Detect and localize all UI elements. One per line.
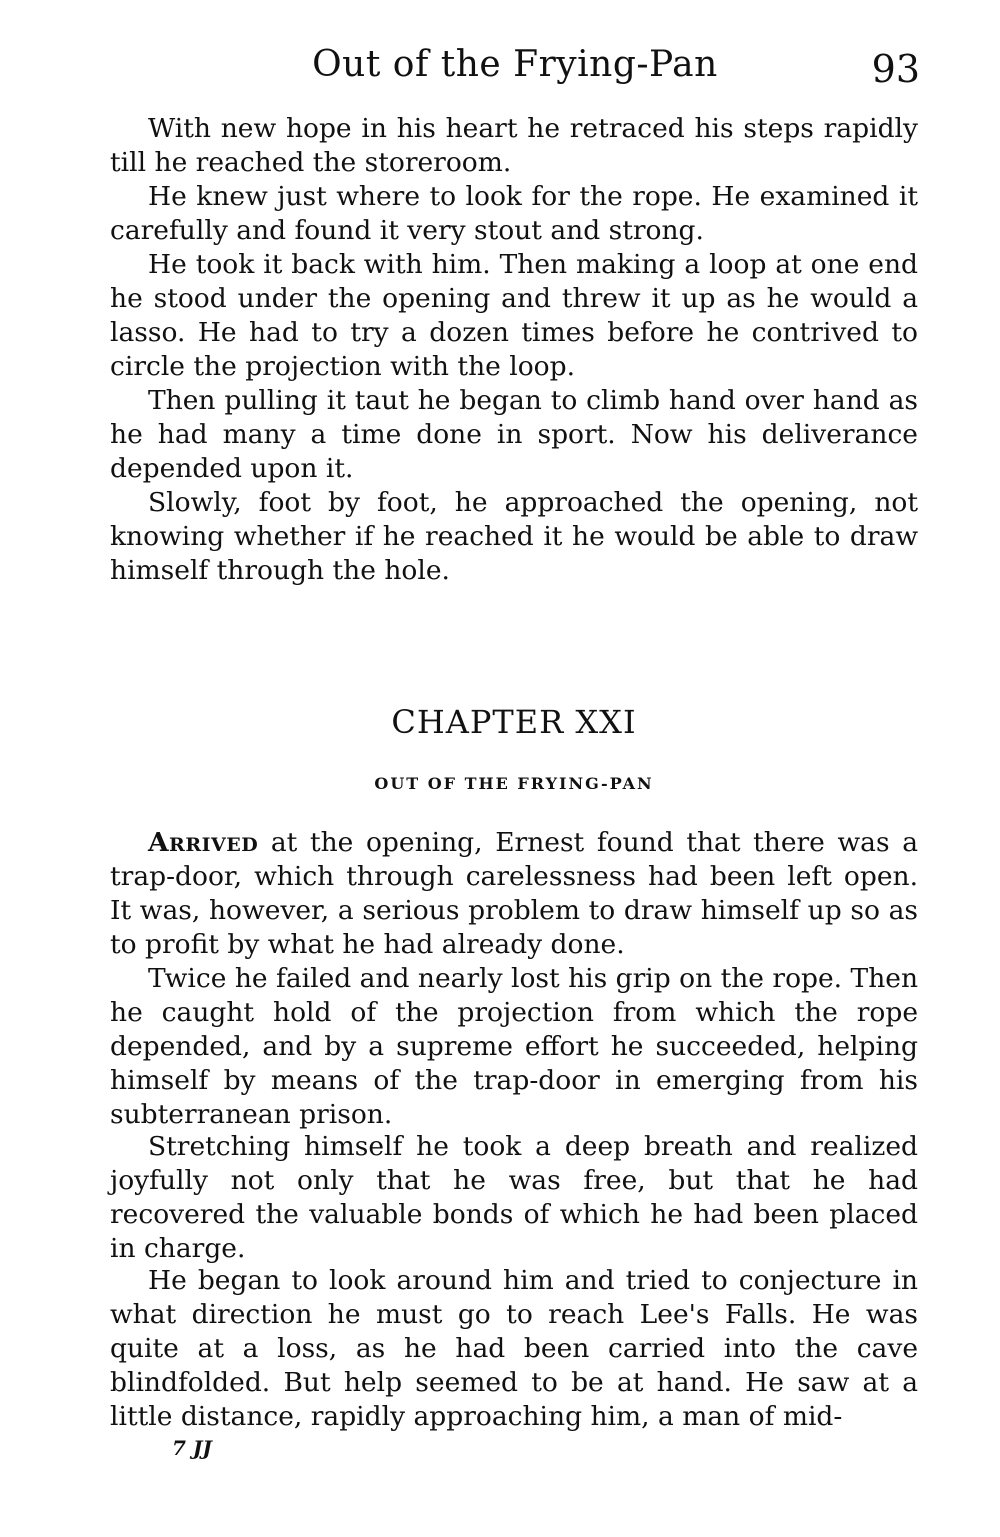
paragraph: Twice he failed and nearly lost his grip on the rope. Then he caught hold of the projection from which the rope depended, and by a supreme effort he succeeded, helping himself by means of the trap-door in emerging from his subterranean prison. xyxy=(110,963,919,1130)
signature-mark: 7 JJ xyxy=(172,1436,212,1460)
paragraph: Stretching himself he took a deep breath and realized joyfully not only that he was free, but that he had recovered the valuable bonds of which he had been placed in charge. xyxy=(110,1131,918,1264)
opening-word: Arrived xyxy=(148,827,259,858)
chapter-opening-paragraph xyxy=(110,826,918,962)
paragraph: Slowly, foot by foot, he approached the opening, not knowing whether if he reached it he would be able to draw himself through the hole. xyxy=(110,487,918,586)
opening-paragraph-text: at the opening, Ernest found that there was a trap-door, which through carelessness had been left open. It was, however, a serious problem to draw himself up so as to profit by what he had already done. xyxy=(110,827,918,960)
chapter-subtitle: OUT OF THE FRYING-PAN xyxy=(374,774,654,793)
paragraph: He took it back with him. Then making a loop at one end he stood under the opening and threw it up as he would a lasso. He had to try a dozen times before he contrived to circle the projection with the loop. xyxy=(110,249,918,382)
paragraph: He knew just where to look for the rope. He examined it carefully and found it very stout and strong. xyxy=(110,181,918,246)
running-head xyxy=(110,40,920,90)
paragraph: He began to look around him and tried to conjecture in what direction he must go to reach Lee's Falls. He was quite at a loss, as he had been carried into the cave blindfolded. But help seemed to be at hand. He saw at a little distance, rapidly approaching him, a man of mid- xyxy=(110,1265,918,1432)
page-number: 93 xyxy=(871,47,920,91)
running-title: Out of the Frying-Pan xyxy=(312,44,718,85)
paragraph: Then pulling it taut he began to climb hand over hand as he had many a time done in sport. Now his deliverance depended upon it. xyxy=(110,385,918,484)
chapter-heading: CHAPTER XXI xyxy=(391,703,637,741)
paragraph: With new hope in his heart he retraced his steps rapidly till he reached the storeroom. xyxy=(110,113,918,178)
